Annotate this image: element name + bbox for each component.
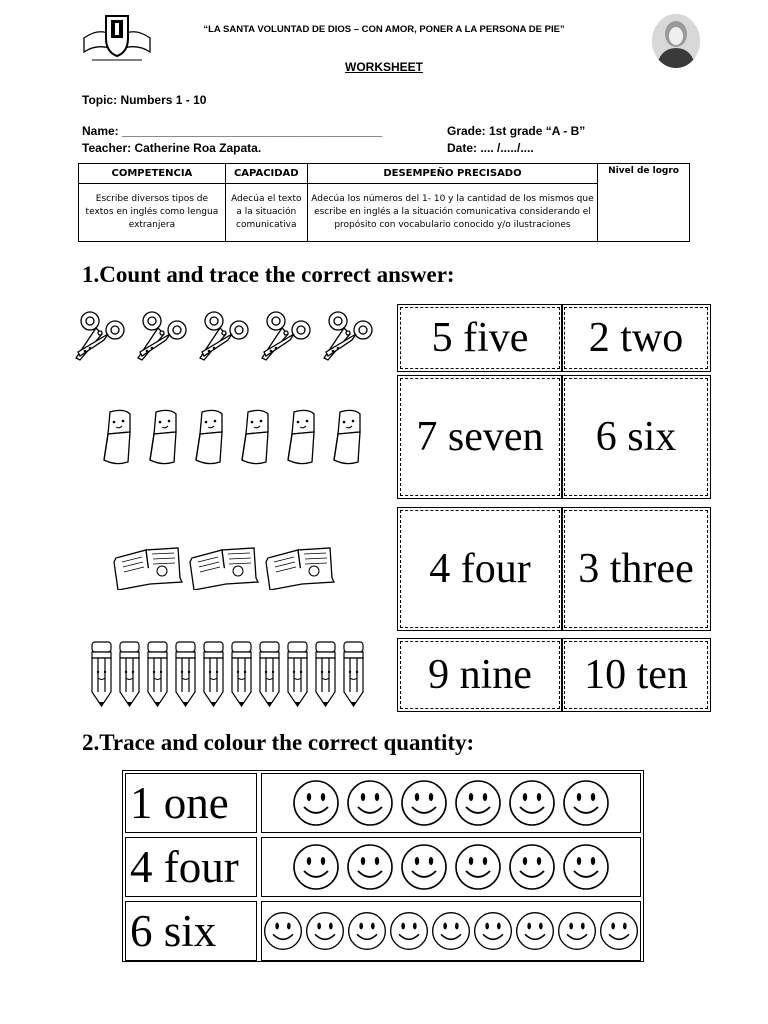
exercise1-row-4-option-1[interactable]: 9 nine <box>400 641 560 709</box>
smiley-face-icon[interactable] <box>557 911 597 951</box>
smiley-face-icon[interactable] <box>347 911 387 951</box>
date-field[interactable]: Date: .... /...../.... <box>447 141 534 155</box>
header-desempeno: DESEMPEÑO PRECISADO <box>307 164 597 184</box>
exercise1-row-3-pictures <box>112 544 336 590</box>
cell-desempeno: Adecúa los números del 1- 10 y la cantidad de los mismos que escribe en inglés a la situación comunicativa considerando el propósito con vocabulario conocido y/o ilustraciones <box>307 184 597 242</box>
eraser-icon <box>192 408 228 466</box>
worksheet-title: WORKSHEET <box>345 60 423 74</box>
header-capacidad: CAPACIDAD <box>225 164 307 184</box>
scissors-icon <box>318 308 376 366</box>
smiley-face-icon[interactable] <box>473 911 513 951</box>
pencil-icon <box>89 640 114 708</box>
scissors-icon <box>132 308 190 366</box>
smiley-face-icon[interactable] <box>508 779 556 827</box>
exercise2-row-1-faces <box>261 773 641 833</box>
eraser-icon <box>146 408 182 466</box>
pencil-icon <box>341 640 366 708</box>
smiley-face-icon[interactable] <box>292 779 340 827</box>
eraser-icon <box>238 408 274 466</box>
smiley-face-icon[interactable] <box>562 843 610 891</box>
header-nivel-de-logro: Nivel de logro <box>598 164 690 242</box>
exercise1-title: 1.Count and trace the correct answer: <box>82 262 455 287</box>
grade: Grade: 1st grade “A - B” <box>447 124 586 138</box>
smiley-face-icon[interactable] <box>431 911 471 951</box>
eraser-icon <box>100 408 136 466</box>
smiley-face-icon[interactable] <box>305 911 345 951</box>
smiley-face-icon[interactable] <box>400 843 448 891</box>
smiley-face-icon[interactable] <box>508 843 556 891</box>
exercise2-title: 2.Trace and colour the correct quantity: <box>82 730 475 755</box>
exercise2-row-2 <box>123 835 643 899</box>
exercise2-row-1-label: 1 one <box>125 773 257 833</box>
smiley-face-icon[interactable] <box>454 843 502 891</box>
book-icon <box>112 544 184 590</box>
smiley-face-icon[interactable] <box>346 843 394 891</box>
smiley-face-icon[interactable] <box>515 911 555 951</box>
school-logo <box>80 12 154 66</box>
pencil-icon <box>145 640 170 708</box>
exercise2-row-3-label: 6 six <box>125 901 257 961</box>
exercise1-row-1-option-2[interactable]: 2 two <box>564 307 708 369</box>
smiley-face-icon[interactable] <box>346 779 394 827</box>
pencil-icon <box>257 640 282 708</box>
exercise2-row-3-faces <box>261 901 641 961</box>
exercise1-row-3-option-1[interactable]: 4 four <box>400 510 560 628</box>
teacher-name: Teacher: Catherine Roa Zapata. <box>82 141 262 155</box>
exercise1-row-2-option-1[interactable]: 7 seven <box>400 378 560 496</box>
competency-table <box>78 163 690 242</box>
exercise1-row-4-pictures <box>89 640 366 708</box>
cell-capacidad: Adecúa el texto a la situación comunicativa <box>225 184 307 242</box>
header-competencia: COMPETENCIA <box>79 164 226 184</box>
cell-competencia: Escribe diversos tipos de textos en inglés como lengua extranjera <box>79 184 226 242</box>
exercise1-row-1-option-1[interactable]: 5 five <box>400 307 560 369</box>
exercise1-row-3-option-2[interactable]: 3 three <box>564 510 708 628</box>
exercise1-row-1-pictures <box>70 308 376 366</box>
exercise2-table <box>122 770 644 962</box>
exercise2-row-2-label: 4 four <box>125 837 257 897</box>
book-icon <box>188 544 260 590</box>
smiley-face-icon[interactable] <box>292 843 340 891</box>
exercise2-row-1 <box>123 771 643 835</box>
scissors-icon <box>194 308 252 366</box>
smiley-face-icon[interactable] <box>400 779 448 827</box>
smiley-face-icon[interactable] <box>389 911 429 951</box>
topic: Topic: Numbers 1 - 10 <box>82 93 207 107</box>
smiley-face-icon[interactable] <box>454 779 502 827</box>
pencil-icon <box>173 640 198 708</box>
eraser-icon <box>284 408 320 466</box>
scissors-icon <box>70 308 128 366</box>
student-name-field[interactable]: Name: _______________________________________ <box>82 124 383 138</box>
eraser-icon <box>330 408 366 466</box>
competency-header-row <box>79 164 690 184</box>
school-motto: “LA SANTA VOLUNTAD DE DIOS – CON AMOR, PONER A LA PERSONA DE PIE” <box>203 24 565 35</box>
pencil-icon <box>201 640 226 708</box>
smiley-face-icon[interactable] <box>263 911 303 951</box>
pencil-icon <box>117 640 142 708</box>
pencil-icon <box>313 640 338 708</box>
exercise1-row-4-option-2[interactable]: 10 ten <box>564 641 708 709</box>
smiley-face-icon[interactable] <box>599 911 639 951</box>
scissors-icon <box>256 308 314 366</box>
exercise2-row-3 <box>123 899 643 963</box>
founder-portrait <box>652 14 700 68</box>
exercise1-row-2-option-2[interactable]: 6 six <box>564 378 708 496</box>
exercise1-row-2-pictures <box>100 408 366 466</box>
book-icon <box>264 544 336 590</box>
pencil-icon <box>229 640 254 708</box>
smiley-face-icon[interactable] <box>562 779 610 827</box>
exercise2-row-2-faces <box>261 837 641 897</box>
pencil-icon <box>285 640 310 708</box>
